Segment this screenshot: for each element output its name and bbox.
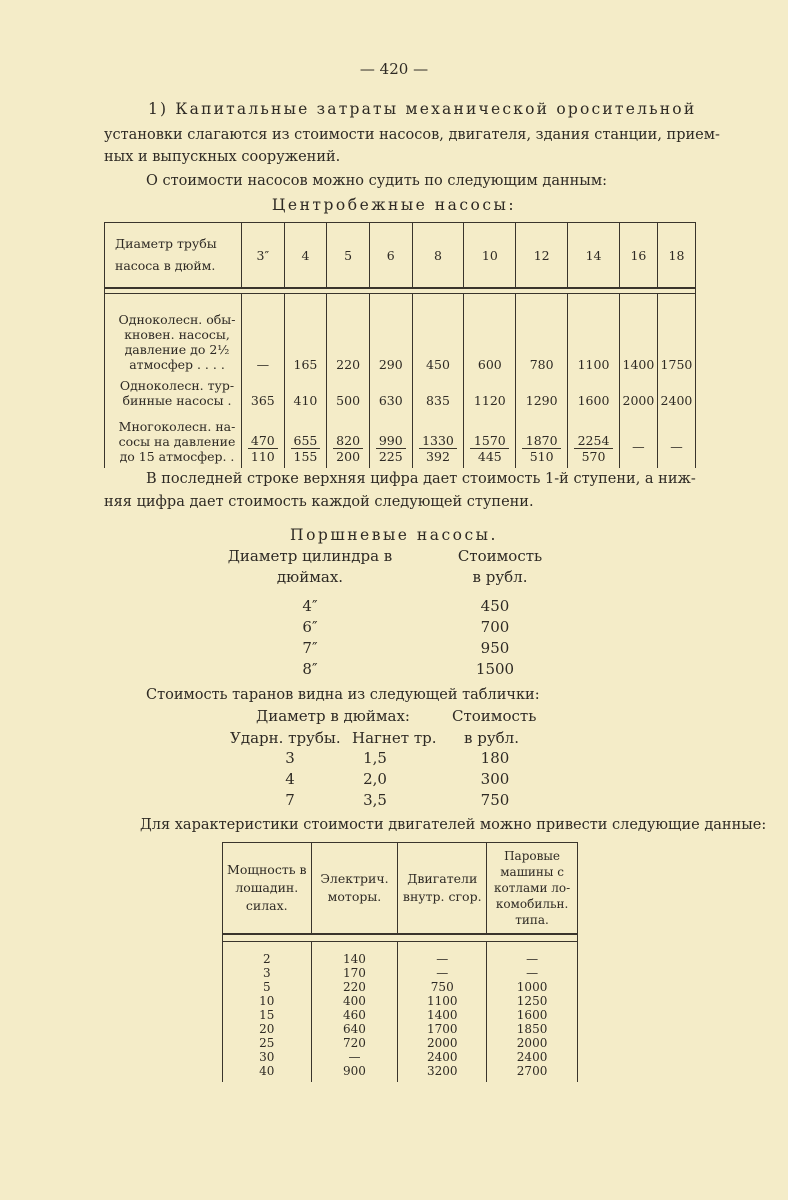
- page-number: — 420 —: [359, 60, 429, 78]
- diameter-header: 10: [464, 223, 516, 289]
- cell: 450: [412, 294, 464, 376]
- note-line-2: няя цифра дает стоимость каждой следующей ступени.: [104, 494, 534, 510]
- rams-cost-values: 180 300 750: [480, 749, 510, 809]
- cell: 1120: [464, 376, 516, 412]
- electric-column: 140 170 220 400 460 640 720 — 900: [311, 942, 398, 1083]
- diameter-header: 6: [369, 223, 412, 289]
- rams-intro: Стоимость таранов видна из следующей таблички:: [146, 687, 540, 703]
- cell: —: [657, 412, 695, 468]
- frac-cell: 470 110: [242, 412, 285, 468]
- diameter-header: 8: [412, 223, 464, 289]
- pumps-intro: О стоимости насосов можно судить по следующим данным:: [146, 173, 607, 189]
- cell: 220: [327, 294, 370, 376]
- piston-diameters: 4″ 6″ 7″ 8″: [302, 597, 318, 678]
- frac-cell: 2254 570: [568, 412, 620, 468]
- frac-cell: 655 155: [284, 412, 327, 468]
- cell: 165: [284, 294, 327, 376]
- frac-cell: 820 200: [327, 412, 370, 468]
- diameter-header: 14: [568, 223, 620, 289]
- cell: 835: [412, 376, 464, 412]
- row-label-multi-stage: Многоколесн. на- сосы на давление до 15 атмосфер. .: [118, 418, 236, 464]
- frac-cell: 990 225: [369, 412, 412, 468]
- internal-column: — — 750 1100 1400 1700 2000 2400 3200: [398, 942, 487, 1083]
- rams-header-cost: Стоимость: [452, 707, 537, 725]
- engines-table: [222, 842, 578, 1082]
- rams-discharge-values: 1,5 2,0 3,5: [363, 749, 387, 809]
- diameter-header: 5: [327, 223, 370, 289]
- piston-title: Поршневые насосы.: [290, 526, 498, 544]
- row-label-single-turbine: Одноколесн. тур- бинные насосы .: [119, 377, 235, 408]
- diameter-header: 18: [657, 223, 695, 289]
- rams-sub-strike: Ударн. трубы.: [230, 729, 341, 747]
- frac-cell: 1570 445: [464, 412, 516, 468]
- cell: 1400: [619, 294, 657, 376]
- cell: 600: [464, 294, 516, 376]
- piston-costs: 450 700 950 1500: [475, 597, 515, 678]
- rams-strike-values: 3 4 7: [285, 749, 295, 809]
- intro-line-2: установки слагаются из стоимости насосов, двигателя, здания станции, прием-: [104, 127, 720, 143]
- rams-sub-cost: в рубл.: [464, 729, 519, 747]
- diameter-header: 4: [284, 223, 327, 289]
- rams-header-diameter: Диаметр в дюймах:: [256, 707, 410, 725]
- cell: 780: [516, 294, 568, 376]
- steam-column: — — 1000 1250 1600 1850 2000 2400 2700: [487, 942, 578, 1083]
- cell: 290: [369, 294, 412, 376]
- cell: 630: [369, 376, 412, 412]
- centrifugal-pumps-table: [104, 222, 696, 468]
- diameter-header: 16: [619, 223, 657, 289]
- power-header: Мощность в лошадин. силах.: [227, 862, 307, 913]
- cell: 410: [284, 376, 327, 412]
- rams-sub-discharge: Нагнет тр.: [352, 729, 437, 747]
- engines-intro: Для характеристики стоимости двигателей можно привести следующие данные:: [140, 817, 767, 833]
- centrifugal-title: Центробежные насосы:: [271, 196, 517, 214]
- cell: 2400: [657, 376, 695, 412]
- diameter-header: 12: [516, 223, 568, 289]
- diameter-header: 3″: [242, 223, 285, 289]
- intro-line-1: 1) Капитальные затраты механической оросительной: [148, 100, 697, 118]
- cell: 500: [327, 376, 370, 412]
- cell: —: [619, 412, 657, 468]
- cell: 1750: [657, 294, 695, 376]
- head-label: Диаметр трубы насоса в дюйм.: [115, 236, 217, 273]
- row-label-single-ordinary: Одноколесн. обы- кновен. насосы, давление до 2½ атмосфер . . . .: [118, 311, 236, 372]
- intro-line-3: ных и выпускных сооружений.: [104, 149, 341, 165]
- electric-header: Электрич. моторы.: [311, 843, 398, 935]
- steam-header: Паровые машины с котлами ло-комобильн. типа.: [487, 843, 578, 935]
- internal-header: Двигатели внутр. сгор.: [398, 843, 487, 935]
- power-column: 2 3 5 10 15 20 25 30 40: [259, 952, 275, 1078]
- frac-cell: 1330 392: [412, 412, 464, 468]
- cell: 1290: [516, 376, 568, 412]
- cell: —: [242, 294, 285, 376]
- piston-col2-header: Стоимость в рубл.: [457, 547, 543, 586]
- cell: 1100: [568, 294, 620, 376]
- piston-col1-header: Диаметр цилиндра в дюймах.: [227, 547, 393, 586]
- cell: 2000: [619, 376, 657, 412]
- frac-cell: 1870 510: [516, 412, 568, 468]
- cell: 365: [242, 376, 285, 412]
- cell: 1600: [568, 376, 620, 412]
- note-line-1: В последней строке верхняя цифра дает стоимость 1-й ступени, а ниж-: [146, 471, 696, 487]
